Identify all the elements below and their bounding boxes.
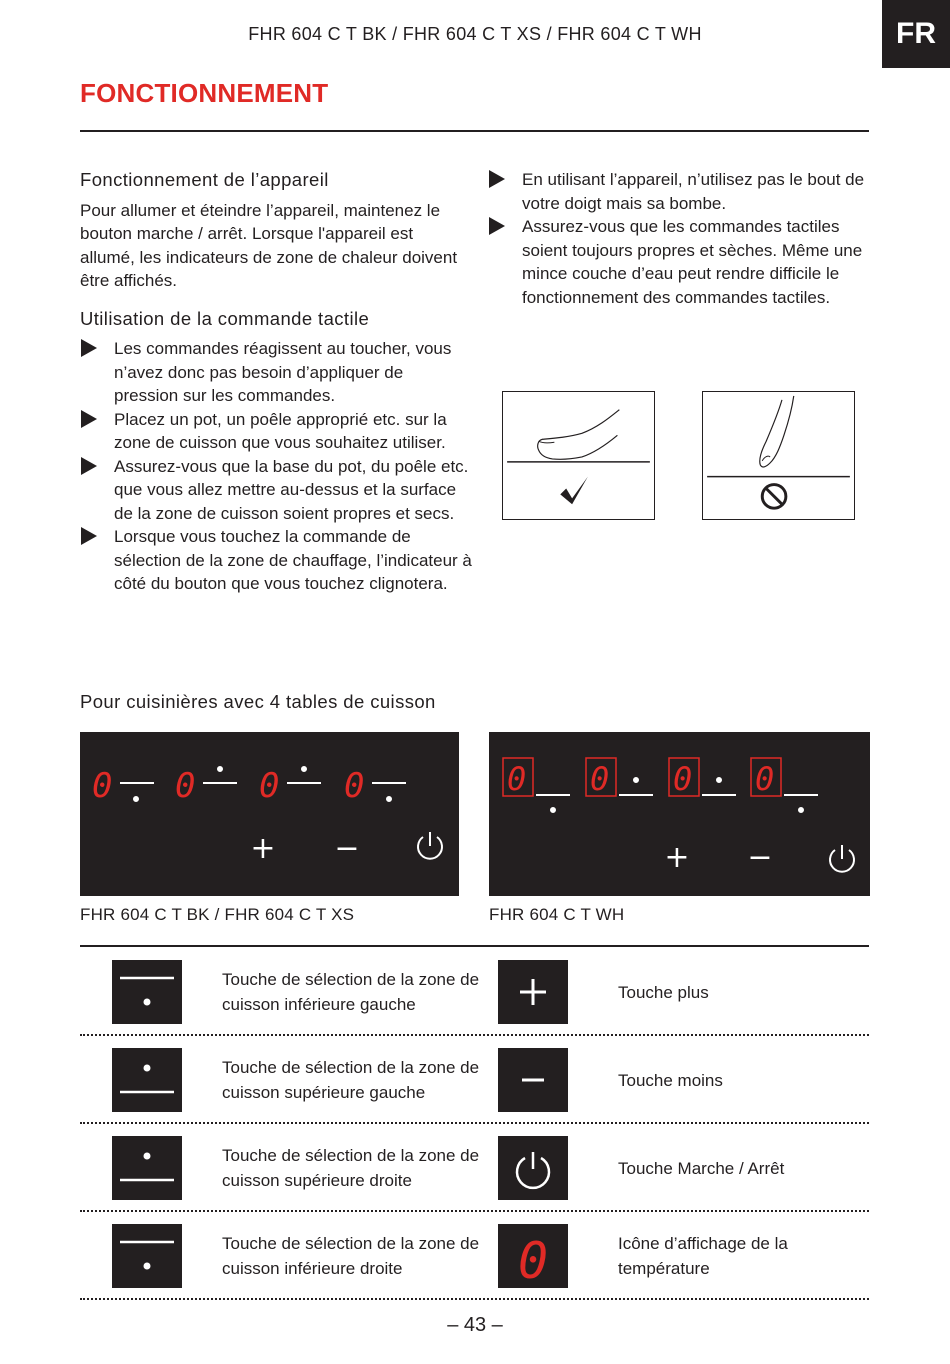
finger-pad-illustration xyxy=(503,392,654,519)
legend-text: Touche de sélection de la zone de cuisson inférieure gauche xyxy=(222,970,480,1014)
minus-icon xyxy=(498,1048,568,1112)
zone-lower-right-icon xyxy=(112,1224,182,1288)
panel-caption-wh: FHR 604 C T WH xyxy=(489,905,625,924)
control-panel-wh xyxy=(489,732,870,896)
legend-text: Touche Marche / Arrêt xyxy=(618,1158,785,1178)
touch-bullets xyxy=(80,337,472,596)
zone-lower-left-icon xyxy=(112,960,182,1024)
device-heading: Fonctionnement de l’appareil xyxy=(80,169,329,190)
bullet-item: Placez un pot, un poêle approprié etc. sur la zone de cuisson que vous souhaitez utiliser. xyxy=(80,408,472,455)
control-panel-graphic xyxy=(489,732,870,896)
display-digit: 0 xyxy=(673,760,693,798)
display-digit: 0 xyxy=(175,766,196,806)
power-button[interactable] xyxy=(418,832,442,859)
section-title: FONCTIONNEMENT xyxy=(80,78,329,108)
prohibited-icon xyxy=(762,485,786,509)
control-panel-graphic xyxy=(80,732,459,896)
plus-button[interactable]: + xyxy=(250,831,276,866)
bullet-item: En utilisant l’appareil, n’utilisez pas le bout de votre doigt mais sa bombe. xyxy=(488,168,868,215)
legend-row xyxy=(80,1036,869,1124)
power-icon xyxy=(498,1136,568,1200)
legend-text: Touche plus xyxy=(618,982,709,1002)
display-digit: 0 xyxy=(92,766,113,806)
illustration-correct-touch xyxy=(502,391,655,520)
plus-button[interactable]: + xyxy=(664,840,690,875)
bullet-item: Les commandes réagissent au toucher, vous n’avez donc pas besoin d’appliquer de pression sur les commandes. xyxy=(80,337,472,408)
illustration-wrong-touch xyxy=(702,391,855,520)
legend-rule xyxy=(80,945,869,947)
title-rule xyxy=(80,130,869,132)
usage-bullets xyxy=(488,168,868,309)
power-button[interactable] xyxy=(830,845,854,872)
check-icon xyxy=(560,477,588,505)
display-digit: 0 xyxy=(590,760,610,798)
fingertip-illustration xyxy=(703,392,854,519)
legend-row xyxy=(80,1124,869,1212)
plus-icon xyxy=(498,960,568,1024)
minus-button[interactable]: − xyxy=(747,840,773,875)
legend-text: Touche de sélection de la zone de cuisson inférieure droite xyxy=(222,1234,480,1278)
device-text: Pour allumer et éteindre l’appareil, maintenez le bouton marche / arrêt. Lorsque l'appareil est allumé, les indicateurs de zone de chaleur doivent être affichés. xyxy=(80,200,458,290)
display-digit: 0 xyxy=(344,766,365,806)
bullet-item: Lorsque vous touchez la commande de sélection de la zone de chauffage, l’indicateur à côté du bouton que vous touchez clignotera. xyxy=(80,525,472,596)
zone-upper-left-icon xyxy=(112,1048,182,1112)
panels-subheading: Pour cuisinières avec 4 tables de cuisson xyxy=(80,691,436,712)
legend-row xyxy=(80,948,869,1036)
legend-text: Icône d’affichage de la température xyxy=(618,1234,788,1278)
page-number: – 43 – xyxy=(447,1314,503,1336)
language-badge: FR xyxy=(882,0,950,68)
panel-caption-bk-xs: FHR 604 C T BK / FHR 604 C T XS xyxy=(80,905,355,924)
temperature-digit-icon xyxy=(498,1224,568,1288)
display-digit: 0 xyxy=(507,760,527,798)
display-digit: 0 xyxy=(755,760,775,798)
legend-text: Touche moins xyxy=(618,1070,723,1090)
control-panel-bk-xs xyxy=(80,732,459,896)
display-digit: 0 xyxy=(259,766,280,806)
touch-heading: Utilisation de la commande tactile xyxy=(80,307,370,329)
bullet-item: Assurez-vous que la base du pot, du poêle etc. que vous allez mettre au-dessus et la surface de la zone de cuisson soient propres et secs. xyxy=(80,455,472,526)
left-column xyxy=(80,168,472,596)
bullet-item: Assurez-vous que les commandes tactiles soient toujours propres et sèches. Même une mince couche d’eau peut rendre difficile le fonctionnement des commandes tactiles. xyxy=(488,215,868,309)
minus-button[interactable]: − xyxy=(334,831,360,866)
model-header: FHR 604 C T BK / FHR 604 C T XS / FHR 604 C T WH xyxy=(248,24,702,44)
legend-text: Touche de sélection de la zone de cuisson supérieure droite xyxy=(222,1146,480,1190)
temperature-digit: 0 xyxy=(518,1232,549,1288)
right-column xyxy=(488,168,868,309)
legend-text: Touche de sélection de la zone de cuisson supérieure gauche xyxy=(222,1058,480,1102)
legend-row xyxy=(80,1212,869,1300)
zone-upper-right-icon xyxy=(112,1136,182,1200)
